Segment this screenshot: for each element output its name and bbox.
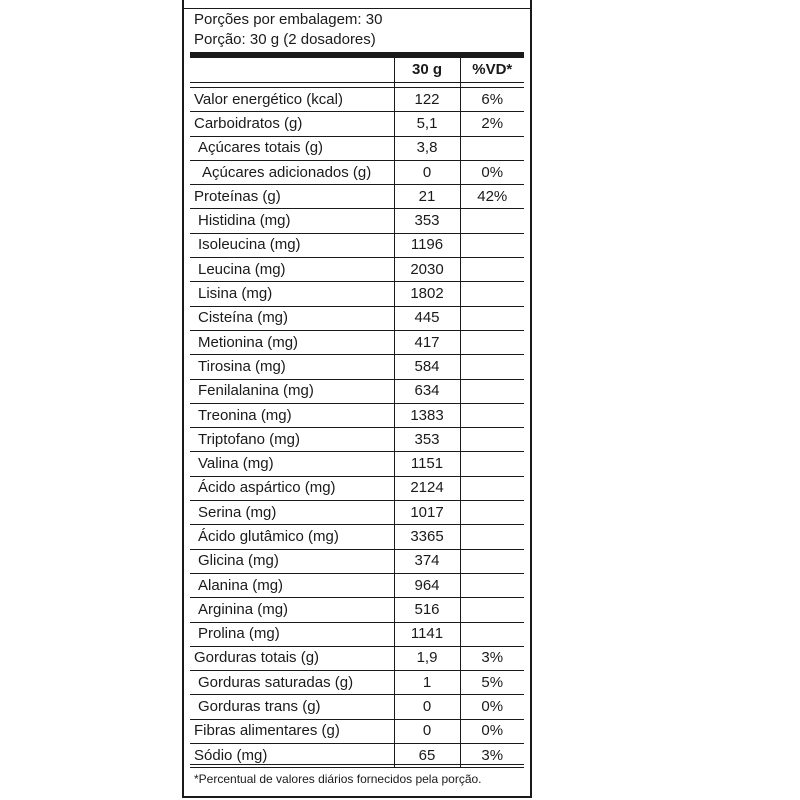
nutrient-name: Histidina (mg): [190, 209, 394, 233]
table-row: [190, 598, 524, 622]
nutrient-dv: [460, 476, 524, 500]
nutrient-name: Fibras alimentares (g): [190, 719, 394, 743]
nutrient-dv: [460, 428, 524, 452]
serving-size: Porção: 30 g (2 dosadores): [194, 31, 376, 48]
table-row: [190, 646, 524, 670]
servings-per-package: Porções por embalagem: 30: [194, 11, 383, 28]
nutrient-name: Prolina (mg): [190, 622, 394, 646]
nutrient-dv: 2%: [460, 112, 524, 136]
nutrient-name: Cisteína (mg): [190, 306, 394, 330]
table-row: [190, 88, 524, 112]
nutrient-name: Açúcares adicionados (g): [190, 160, 394, 184]
nutrient-dv: [460, 525, 524, 549]
nutrient-name: Isoleucina (mg): [190, 233, 394, 257]
nutrient-amount: 374: [394, 549, 460, 573]
nutrient-amount: 21: [394, 185, 460, 209]
nutrient-amount: 1017: [394, 501, 460, 525]
nutrient-name: Metionina (mg): [190, 330, 394, 354]
nutrient-amount: 1151: [394, 452, 460, 476]
table-row: [190, 185, 524, 209]
table-header-row: [190, 58, 524, 83]
nutrient-amount: 0: [394, 695, 460, 719]
table-row: [190, 671, 524, 695]
nutrient-name: Sódio (mg): [190, 744, 394, 768]
nutrient-amount: 516: [394, 598, 460, 622]
nutrient-name: Leucina (mg): [190, 258, 394, 282]
nutrient-name: Ácido glutâmico (mg): [190, 525, 394, 549]
nutrient-amount: 1141: [394, 622, 460, 646]
table-row: [190, 428, 524, 452]
nutrient-amount: 1196: [394, 233, 460, 257]
nutrient-dv: [460, 379, 524, 403]
nutrient-dv: [460, 306, 524, 330]
nutrient-dv: [460, 136, 524, 160]
table-row: [190, 209, 524, 233]
table-row: [190, 355, 524, 379]
nutrient-dv: [460, 598, 524, 622]
nutrient-name: Ácido aspártico (mg): [190, 476, 394, 500]
table-row: [190, 476, 524, 500]
nutrient-dv: 42%: [460, 185, 524, 209]
nutrient-amount: 964: [394, 573, 460, 597]
nutrient-dv: [460, 282, 524, 306]
nutrient-name: Serina (mg): [190, 501, 394, 525]
column-header-dv: %VD*: [460, 58, 524, 83]
table-row: [190, 622, 524, 646]
nutrient-dv: 6%: [460, 88, 524, 112]
table-row: [190, 306, 524, 330]
table-row: [190, 719, 524, 743]
nutrient-dv: 5%: [460, 671, 524, 695]
nutrient-name: Gorduras saturadas (g): [190, 671, 394, 695]
table-row: [190, 403, 524, 427]
nutrient-amount: 3,8: [394, 136, 460, 160]
nutrient-dv: [460, 330, 524, 354]
nutrient-amount: 0: [394, 160, 460, 184]
nutrient-name: Gorduras totais (g): [190, 646, 394, 670]
nutrient-name: Lisina (mg): [190, 282, 394, 306]
nutrient-amount: 1383: [394, 403, 460, 427]
nutrient-amount: 122: [394, 88, 460, 112]
table-row: [190, 452, 524, 476]
table-row: [190, 379, 524, 403]
nutrient-dv: 3%: [460, 744, 524, 768]
table-row: [190, 573, 524, 597]
nutrient-name: Valor energético (kcal): [190, 88, 394, 112]
table-row: [190, 233, 524, 257]
nutrient-amount: 1: [394, 671, 460, 695]
nutrient-amount: 2124: [394, 476, 460, 500]
table-row: [190, 501, 524, 525]
nutrient-amount: 353: [394, 209, 460, 233]
nutrient-name: Fenilalanina (mg): [190, 379, 394, 403]
nutrient-dv: 3%: [460, 646, 524, 670]
nutrient-dv: [460, 355, 524, 379]
table-row: [190, 160, 524, 184]
header-blank-cell: [190, 58, 394, 83]
table-row: [190, 695, 524, 719]
nutrient-name: Proteínas (g): [190, 185, 394, 209]
nutrient-amount: 584: [394, 355, 460, 379]
nutrient-amount: 634: [394, 379, 460, 403]
column-header-amount: 30 g: [394, 58, 460, 83]
nutrient-dv: 0%: [460, 695, 524, 719]
nutrient-dv: [460, 501, 524, 525]
nutrient-name: Glicina (mg): [190, 549, 394, 573]
nutrient-amount: 2030: [394, 258, 460, 282]
nutrient-dv: 0%: [460, 160, 524, 184]
nutrient-dv: [460, 452, 524, 476]
table-row: [190, 258, 524, 282]
nutrient-dv: [460, 258, 524, 282]
nutrient-amount: 445: [394, 306, 460, 330]
nutrient-name: Treonina (mg): [190, 403, 394, 427]
nutrient-amount: 1802: [394, 282, 460, 306]
nutrient-name: Valina (mg): [190, 452, 394, 476]
nutrient-name: Gorduras trans (g): [190, 695, 394, 719]
nutrient-amount: 1,9: [394, 646, 460, 670]
nutrient-dv: [460, 233, 524, 257]
nutrient-name: Triptofano (mg): [190, 428, 394, 452]
nutrient-dv: [460, 209, 524, 233]
nutrient-amount: 353: [394, 428, 460, 452]
nutrient-dv: [460, 549, 524, 573]
nutrient-name: Alanina (mg): [190, 573, 394, 597]
table-row: [190, 136, 524, 160]
table-row: [190, 330, 524, 354]
table-row: [190, 525, 524, 549]
nutrient-amount: 417: [394, 330, 460, 354]
nutrient-dv: [460, 622, 524, 646]
nutrient-name: Açúcares totais (g): [190, 136, 394, 160]
nutrient-dv: [460, 403, 524, 427]
bottom-divider: [190, 764, 524, 765]
table-row: [190, 112, 524, 136]
nutrition-facts-label: [182, 0, 532, 798]
nutrition-table-body: [190, 88, 524, 768]
nutrient-amount: 3365: [394, 525, 460, 549]
footnote: *Percentual de valores diários fornecidos pela porção.: [194, 772, 482, 786]
nutrient-dv: 0%: [460, 719, 524, 743]
nutrient-dv: [460, 573, 524, 597]
top-divider: [184, 8, 530, 9]
nutrient-name: Carboidratos (g): [190, 112, 394, 136]
table-row: [190, 549, 524, 573]
nutrient-name: Tirosina (mg): [190, 355, 394, 379]
nutrient-amount: 5,1: [394, 112, 460, 136]
table-row: [190, 282, 524, 306]
nutrient-name: Arginina (mg): [190, 598, 394, 622]
nutrient-amount: 0: [394, 719, 460, 743]
nutrient-amount: 65: [394, 744, 460, 768]
nutrition-table: [190, 57, 524, 768]
